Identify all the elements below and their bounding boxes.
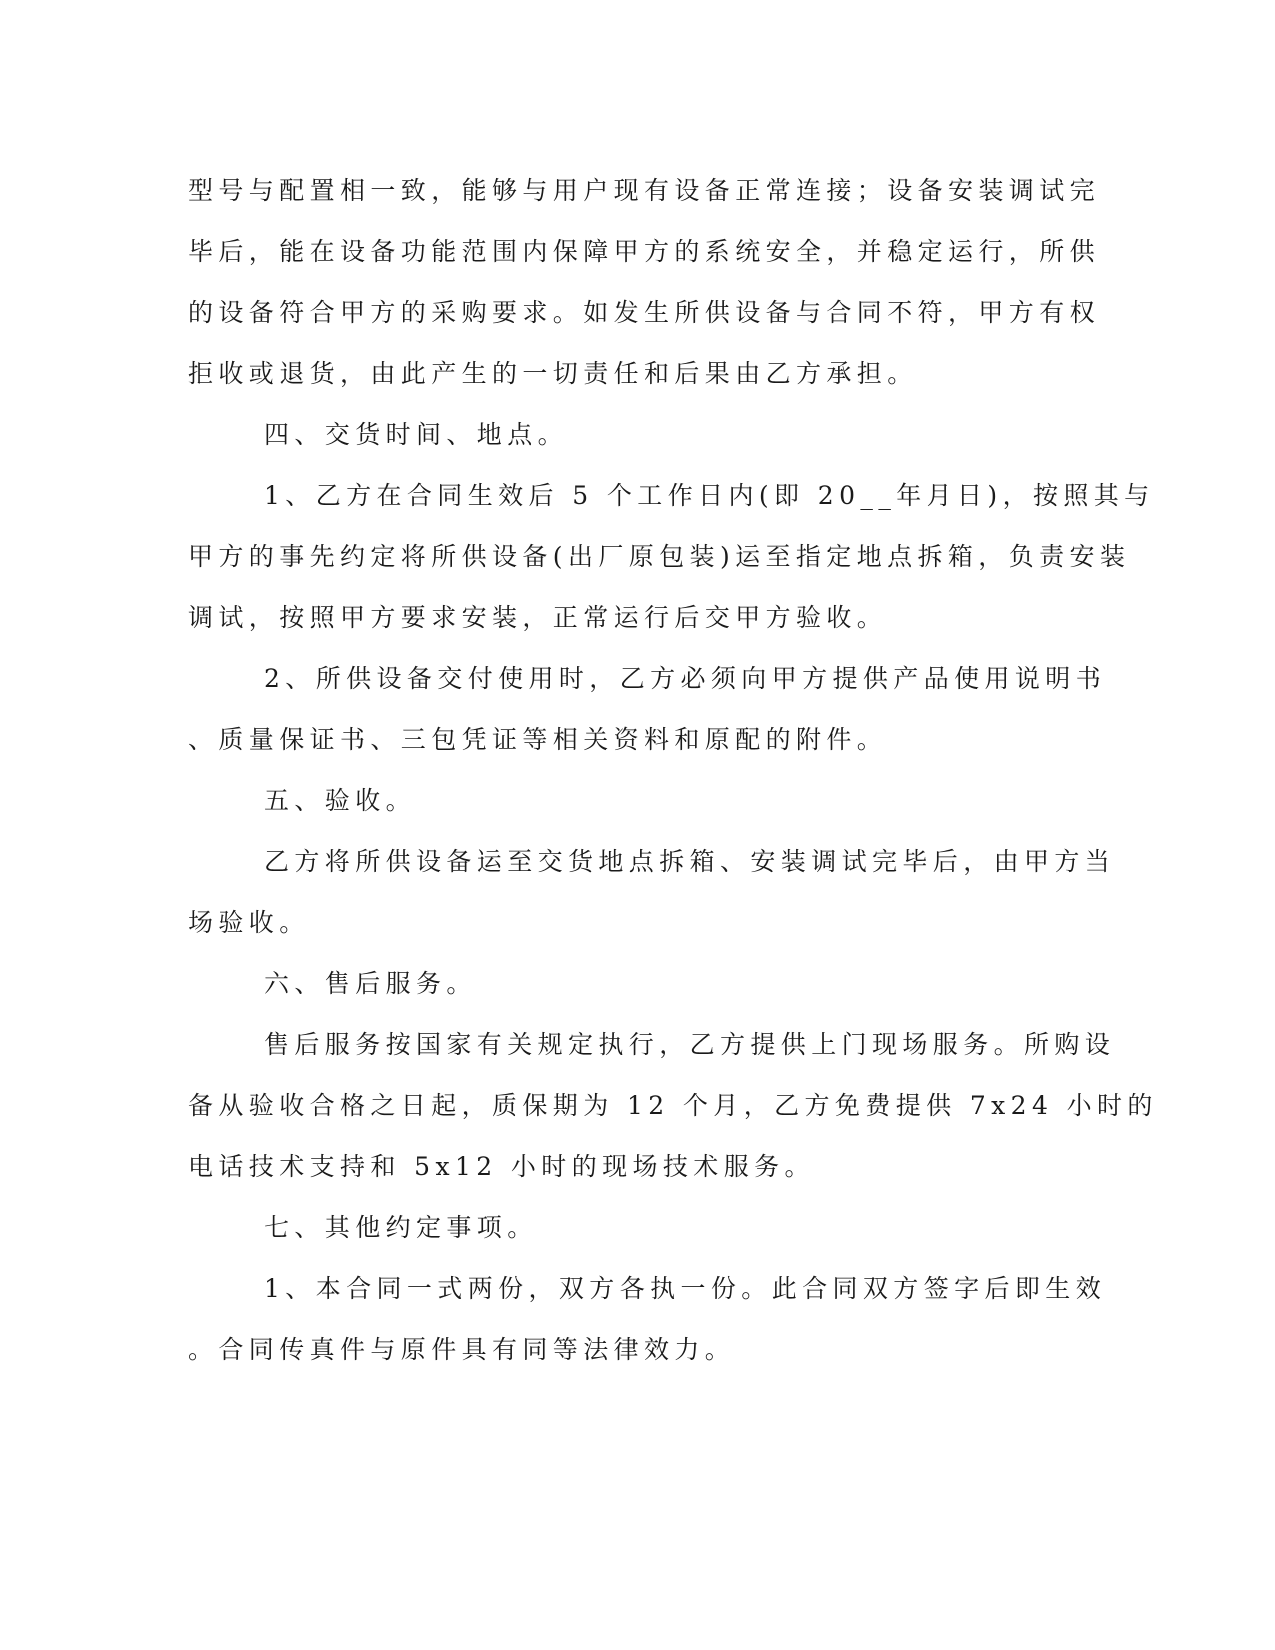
text-line: 2、所供设备交付使用时，乙方必须向甲方提供产品使用说明书 [264, 664, 1107, 693]
text-line: 备从验收合格之日起，质保期为 12 个月，乙方免费提供 7x24 小时的 [188, 1091, 1158, 1120]
section-heading-other: 七、其他约定事项。 [264, 1213, 538, 1242]
text-line: 甲方的事先约定将所供设备(出厂原包装)运至指定地点拆箱，负责安装 [188, 542, 1131, 571]
text-line: 1、本合同一式两份，双方各执一份。此合同双方签字后即生效 [264, 1274, 1107, 1303]
text-line: 、质量保证书、三包凭证等相关资料和原配的附件。 [188, 725, 888, 754]
text-line: 拒收或退货，由此产生的一切责任和后果由乙方承担。 [188, 359, 918, 388]
text-line: 。合同传真件与原件具有同等法律效力。 [188, 1335, 736, 1364]
text-line: 场验收。 [188, 908, 310, 937]
text-line: 毕后，能在设备功能范围内保障甲方的系统安全，并稳定运行，所供 [188, 237, 1101, 266]
text-line: 调试，按照甲方要求安装，正常运行后交甲方验收。 [188, 603, 888, 632]
text-line: 售后服务按国家有关规定执行，乙方提供上门现场服务。所购设 [264, 1030, 1116, 1059]
section-heading-after-sales: 六、售后服务。 [264, 969, 477, 998]
document-body [188, 160, 1158, 1380]
text-line: 乙方将所供设备运至交货地点拆箱、安装调试完毕后，由甲方当 [264, 847, 1116, 876]
text-line: 1、乙方在合同生效后 5 个工作日内(即 20__年月日)，按照其与 [264, 481, 1155, 510]
text-line: 的设备符合甲方的采购要求。如发生所供设备与合同不符，甲方有权 [188, 298, 1101, 327]
section-heading-acceptance: 五、验收。 [264, 786, 417, 815]
text-line: 电话技术支持和 5x12 小时的现场技术服务。 [188, 1152, 815, 1181]
section-heading-delivery: 四、交货时间、地点。 [264, 420, 569, 449]
text-line: 型号与配置相一致，能够与用户现有设备正常连接；设备安装调试完 [188, 176, 1101, 205]
